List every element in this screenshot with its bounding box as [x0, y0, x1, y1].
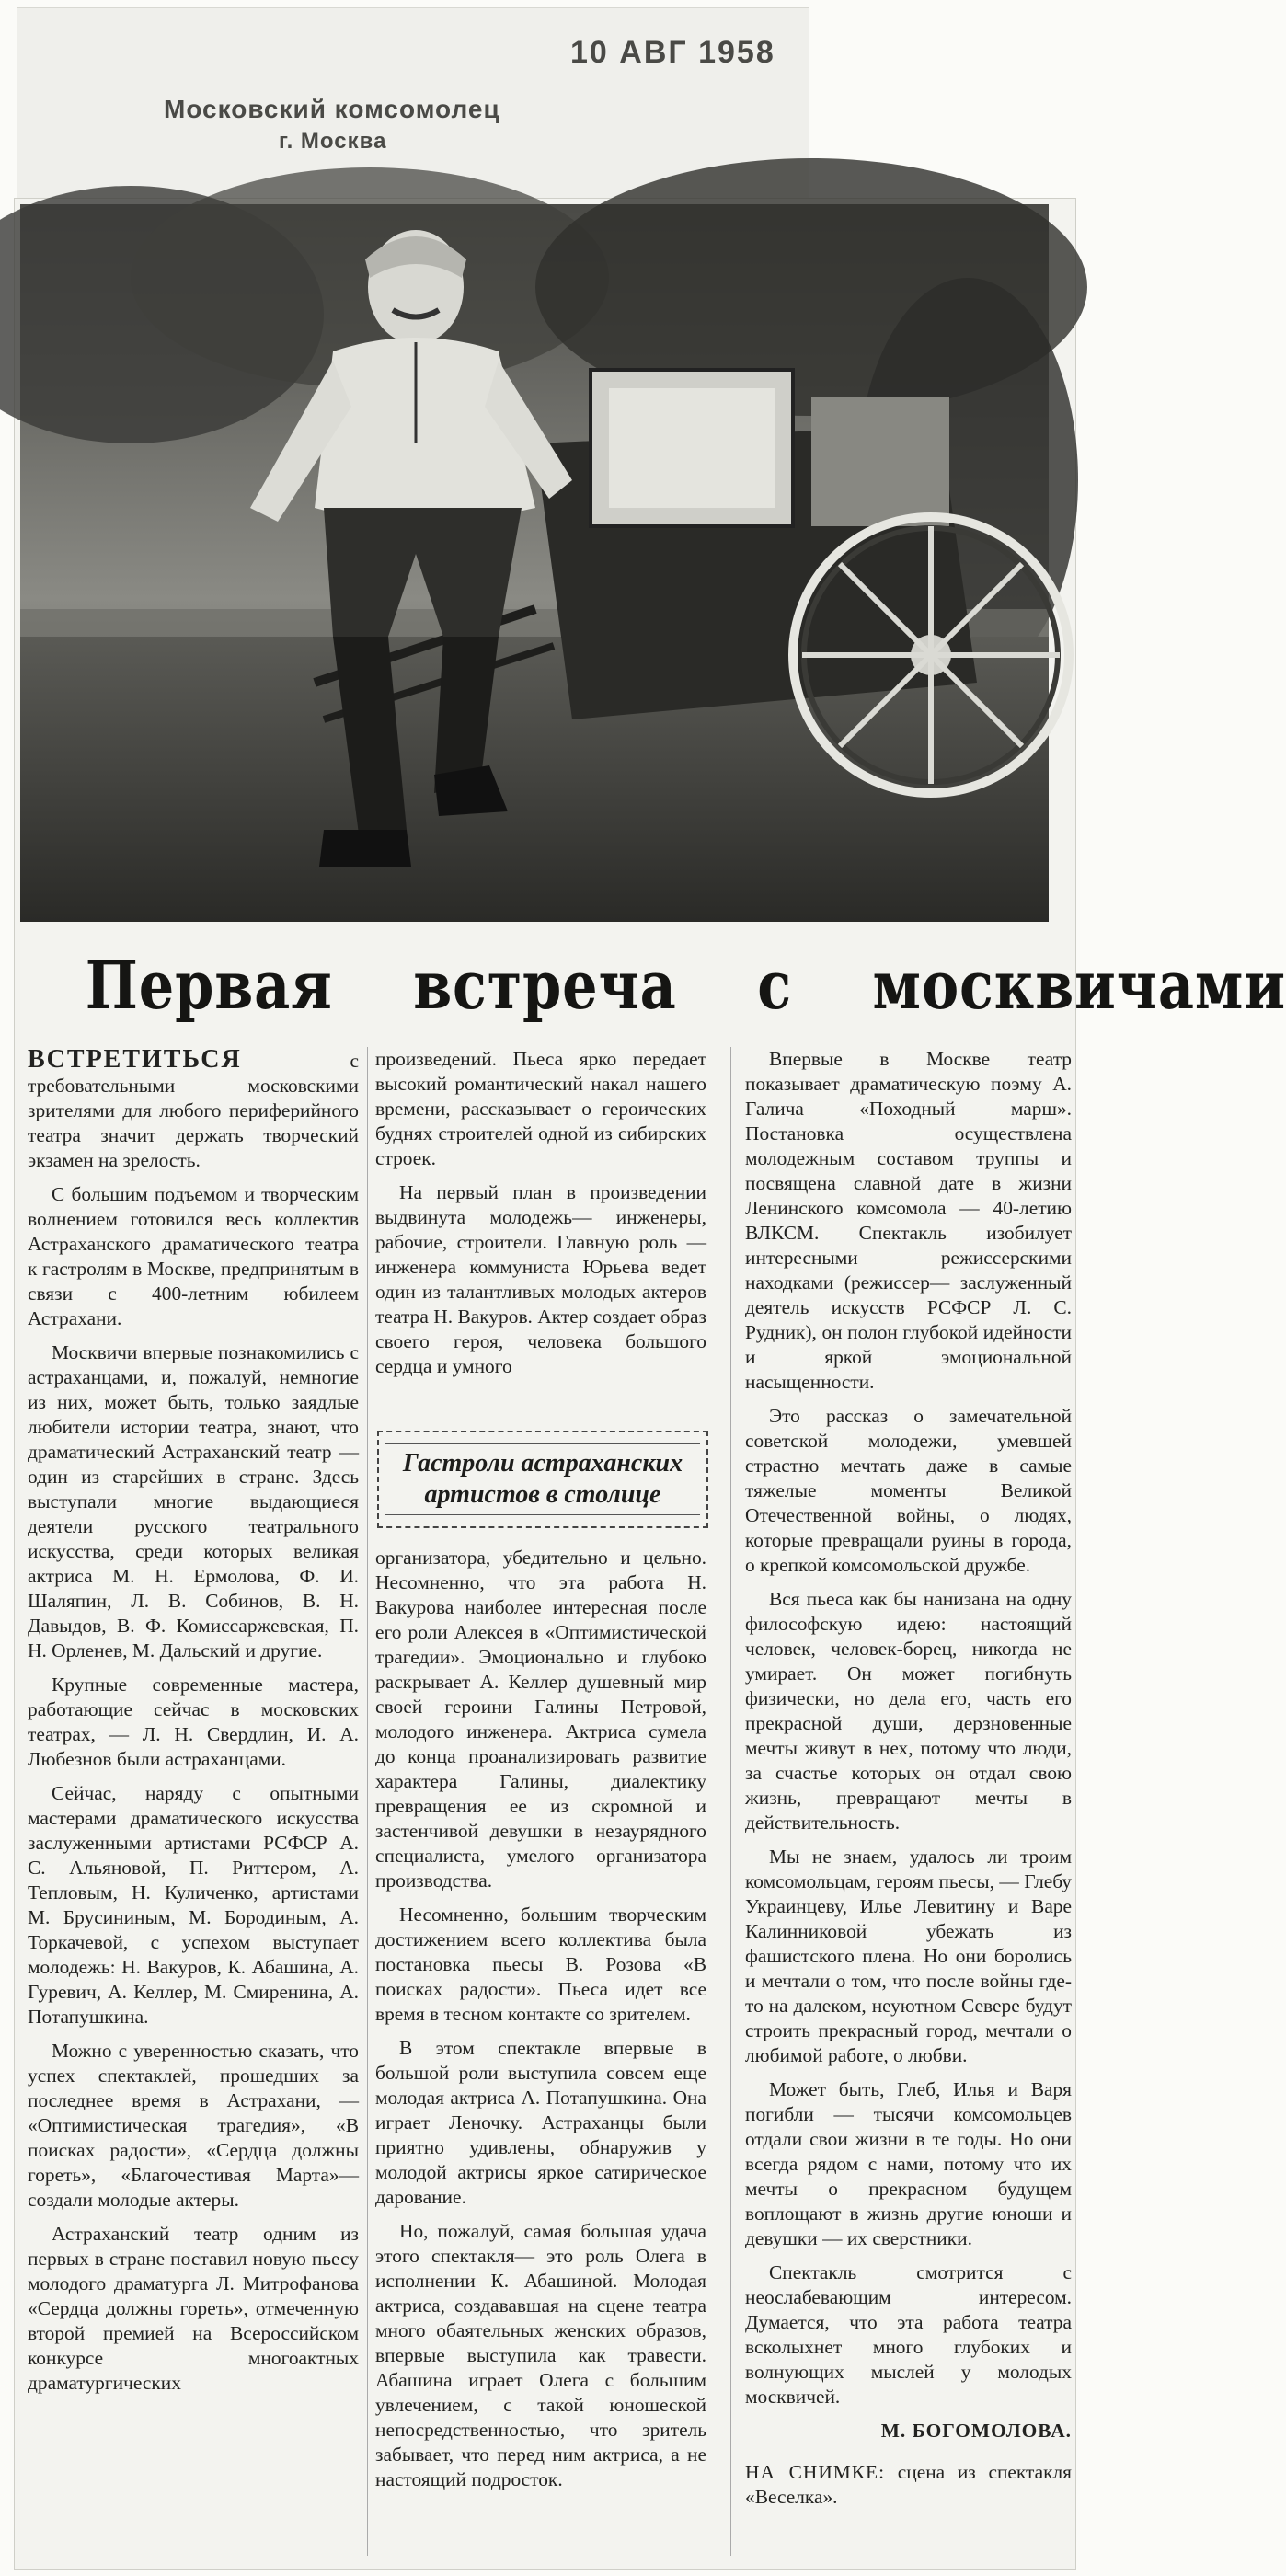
paragraph: В этом спектакле впервые в большой роли выступила совсем еще молодая актриса А. Потапушкина. Она играет Леночку. Астраханцы были приятно удивлены, обнаружив у молодой актрисы яркое сатирическое дарование. [375, 2037, 706, 2208]
city-stamp: г. Москва [279, 129, 387, 154]
article-column-1 [28, 1047, 359, 2405]
article-column-2-top [375, 1047, 706, 1388]
caption-text: сцена из спектакля «Веселка». [745, 2461, 1073, 2508]
article-column-3 [745, 1047, 1072, 2519]
paragraph: организатора, убедительно и цельно. Несомненно, что эта работа Н. Вакурова наиболее интересная после его роли Алексея в «Оптимистической трагедии». Эмоционально и глубоко раскрывает А. Келлер душевный мир своей героини Галины Петровой, молодого инженера. Актриса сумела до конца проанализировать развитие характера Галины, диалектику превращения ее из скромной и застенчивой девушки в незаурядного специалиста, умелого организатора производства. [375, 1547, 706, 1892]
paragraph: Можно с уверенностью сказать, что успех спектаклей, прошедших за последнее время в Астрахани, — «Оптимистическая трагедия», «В поисках радости», «Сердца должны гореть», «Благочестивая Марта»—создали молодые актеры. [28, 2040, 359, 2211]
column-divider [367, 1047, 368, 2556]
headline-word: Первая [85, 946, 333, 1024]
theatre-scene-photo [20, 204, 1049, 922]
paragraph: Москвичи впервые познакомились с астраханцами, и, пожалуй, немногие из них, может быть, только заядлые любители истории театра, знают, что драматический Астраханский театр — один из старейших в стране. Здесь выступали многие выдающиеся деятели русского театрального искусства, среди которых великая актриса М. Н. Ермолова, Ф. И. Шаляпин, Л. В. Собинов, В. Н. Давыдов, В. Ф. Комиссаржевская, П. Н. Орленев, М. Дальский и другие. [28, 1341, 359, 1662]
column-divider [730, 1047, 731, 2556]
headline-word: с [757, 946, 792, 1024]
article-author: М. БОГОМОЛОВА. [880, 2420, 1072, 2442]
article-column-2-bottom [375, 1546, 706, 2501]
paragraph: Крупные современные мастера, работающие сейчас в московских театрах, — Л. Н. Свердлин, И. А. Любезнов были астраханцами. [28, 1673, 359, 1770]
paragraph: произведений. Пьеса ярко передает высокий романтический накал нашего времени, рассказывает о героических буднях строителей одной из сибирских строек. [375, 1048, 706, 1169]
paragraph-text: с требовательными московскими зрителями для любого периферийного театра значит держать творческий экзамен на зрелость. [28, 1050, 359, 1171]
paragraph: Но, пожалуй, самая большая удача этого спектакля— это роль Олега в исполнении К. Абашиной. Молодая актриса, создававшая на сцене театра много обаятельных женских образов, впервые выступила как травести. Абашина играет Олега с большим увлечением, с такой юношеской непосредственностью, что зритель забывает, что перед ним актриса, а не настоящий подросток. [375, 2220, 706, 2490]
paragraph: Мы не знаем, удалось ли троим комсомольцам, героям пьесы, — Глебу Украинцеву, Илье Левитину и Варе Калинниковой убежать из фашистского плена. Но они боролись и мечтали о том, что после войны где-то на далеком, неуютном Севере будут строить прекрасный город, мечтали о любимой работе, о любви. [745, 1846, 1072, 2066]
paragraph: Сейчас, наряду с опытными мастерами драматического искусства заслуженными артистами РСФСР А. С. Альяновой, П. Риттером, А. Тепловым, Н. Куличенко, артистами М. Брусининым, М. Бородиным, А. Торкачевой, с успехом выступает молодежь: Н. Вакуров, К. Абашина, А. Гуревич, А. Келлер, М. Смиренина, А. Потапушкина. [28, 1782, 359, 2028]
caption-label: НА СНИМКЕ: [745, 2461, 886, 2483]
article-subtitle-box [377, 1431, 708, 1528]
article-headline [85, 946, 1286, 1024]
paragraph: Впервые в Москве театр показывает драматическую поэму А. Галича «Походный марш». Постановка осуществлена молодежным составом труппы и посвящена славной дате в жизни Ленинского комсомола — 40-летию ВЛКСМ. Спектакль изобилует интересными режиссерскими находками (режиссер— заслуженный деятель искусств РСФСР Л. С. Рудник), он полон глубокой идейности и яркой эмоциональной насыщенности. [745, 1048, 1072, 1393]
paragraph [28, 1047, 359, 1173]
paragraph: Астраханский театр одним из первых в стране поставил новую пьесу молодого драматурга Л. Митрофанова «Сердца должны гореть», отмеченную второй премией на Всероссийском конкурсе многоактных драматургических [28, 2223, 359, 2394]
paragraph: Может быть, Глеб, Илья и Варя погибли — тысячи комсомольцев отдали свои жизни в те годы. Но они всегда рядом с нами, потому что их мечты о прекрасном будущем воплощают в жизнь другие юноши и девушки — их сверстники. [745, 2078, 1072, 2249]
publication-stamp: Московский комсомолец [164, 95, 500, 123]
photo-caption [745, 2460, 1072, 2510]
article-subtitle: Гастроли астраханских артистов в столице [385, 1443, 700, 1515]
headline-word: москвичами [872, 946, 1286, 1024]
paragraph: Вся пьеса как бы нанизана на одну философскую идею: настоящий человек, человек-борец, никогда не умирает. Он может погибнуть физически, но дела его, часть его прекрасной души, дерзновенные мечты живут в нех, потому что люди, за счастье которых он отдал свою жизнь, превращают мечты в действительность. [745, 1588, 1072, 1834]
paragraph: Это рассказ о замечательной советской молодежи, умевшей страстно мечтать даже в самые тяжелые моменты Великой Отечественной войны, о людях, которые превращали руины в города, о крепкой комсомольской дружбе. [745, 1405, 1072, 1576]
date-stamp: 10 АВГ 1958 [570, 35, 775, 70]
paragraph: Спектакль смотрится с неослабевающим интересом. Думается, что эта работа театра всколыхнет много глубоких и волнующих мыслей у молодых москвичей. [745, 2261, 1072, 2408]
paragraph: На первый план в произведении выдвинута молодежь— инженеры, рабочие, строители. Главную роль — инженера коммуниста Юрьева ведет один из талантливых молодых актеров театра Н. Вакуров. Актер создает образ своего героя, человека большого сердца и умного [375, 1181, 706, 1377]
paragraph: Несомненно, большим творческим достижением всего коллектива была постановка пьесы В. Розова «В поисках радости». Пьеса идет все время в тесном контакте со зрителем. [375, 1903, 706, 2025]
paragraph: С большим подъемом и творческим волнением готовился весь коллектив Астраханского драматического театра к гастролям в Москве, предпринятым в связи с 400-летним юбилеем Астрахани. [28, 1183, 359, 1329]
lead-word: ВСТРЕТИТЬСЯ [28, 1045, 242, 1074]
headline-word: встреча [413, 946, 677, 1024]
